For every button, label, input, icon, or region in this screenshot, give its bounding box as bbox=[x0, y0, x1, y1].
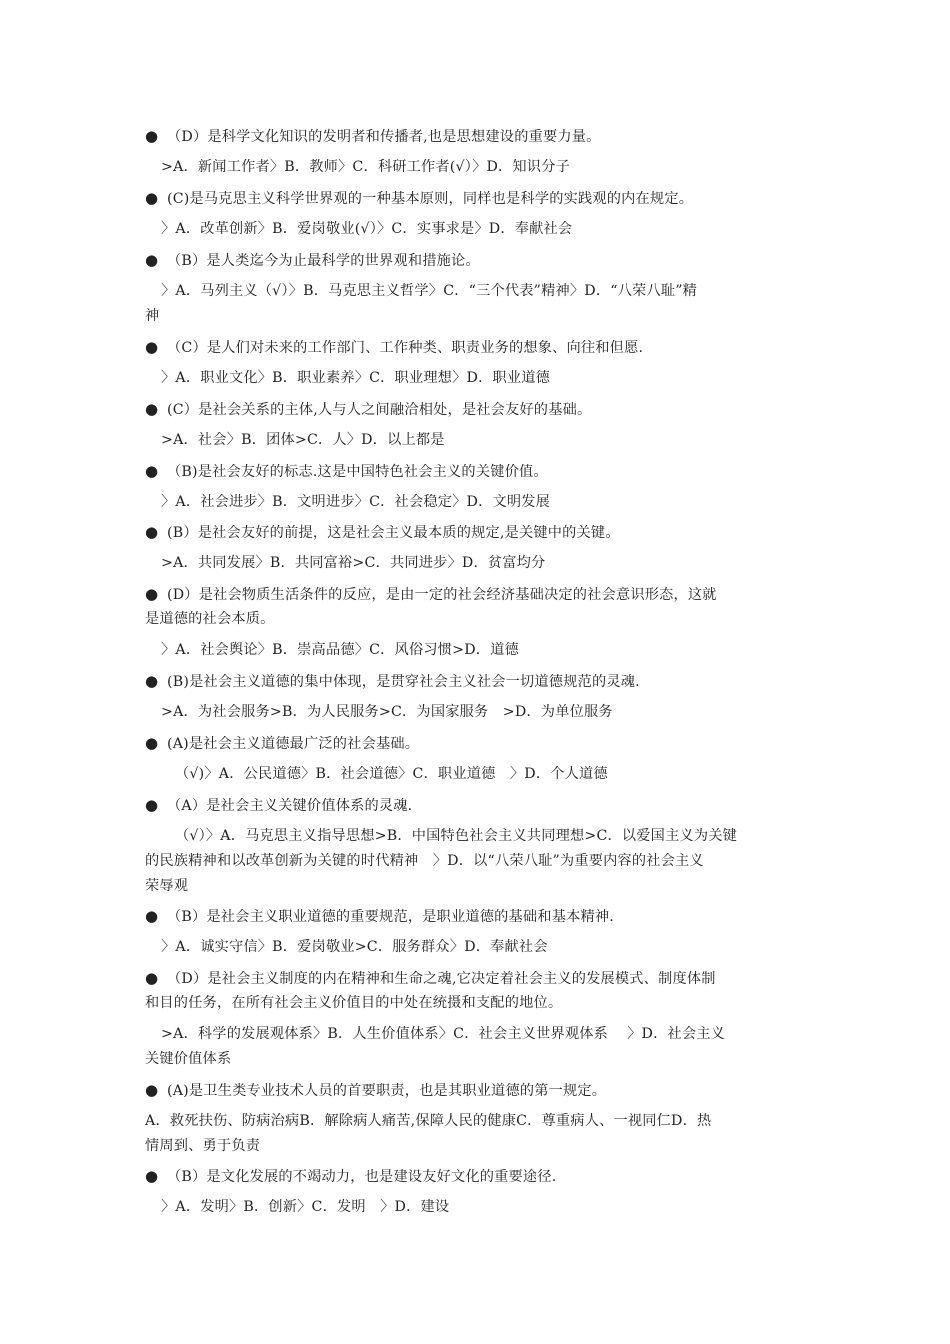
question-line bbox=[145, 1166, 556, 1187]
question-line bbox=[145, 733, 419, 754]
question-text: （D）是科学文化知识的发明者和传播者,也是思想建设的重要力量。 bbox=[167, 129, 601, 145]
option-line bbox=[145, 1049, 231, 1069]
option-text: 〉A．马列主义（√）〉B．马克思主义哲学〉C．“三个代表”精神〉D．“八荣八耻”精 bbox=[161, 283, 698, 299]
question-line bbox=[145, 399, 591, 420]
question-text: (C）是社会关系的主体,人与人之间融洽相处，是社会友好的基础。 bbox=[167, 402, 592, 418]
option-text: 〉A．改革创新〉B．爱岗敬业(√）〉C．实事求是〉D．奉献社会 bbox=[161, 221, 573, 237]
option-line bbox=[161, 219, 572, 239]
option-text: A．救死扶伤、防病治病B．解除病人痛苦,保障人民的健康C．尊重病人、一视同仁D．热 bbox=[145, 1113, 712, 1129]
bullet-icon: ● bbox=[145, 127, 159, 145]
option-text: >A．科学的发展观体系〉B．人生价值体系〉C．社会主义世界观体系 〉D．社会主义 bbox=[161, 1026, 726, 1042]
option-line bbox=[161, 1197, 449, 1217]
question-line bbox=[145, 522, 620, 543]
question-line bbox=[145, 188, 693, 209]
bullet-icon: ● bbox=[145, 338, 159, 356]
question-line bbox=[145, 461, 548, 482]
option-text: 关键价值体系 bbox=[145, 1051, 232, 1067]
question-text: （B）是社会主义职业道德的重要规范，是职业道德的基础和基本精神. bbox=[167, 909, 614, 925]
option-text: 〉A．职业文化〉B．职业素养〉C．职业理想〉D．职业道德 bbox=[161, 370, 551, 386]
bullet-icon: ● bbox=[145, 585, 159, 603]
option-line bbox=[161, 430, 445, 450]
option-line bbox=[145, 993, 562, 1013]
option-line bbox=[145, 609, 275, 629]
option-line bbox=[161, 368, 550, 388]
option-text: >A．新闻工作者〉B．教师〉C．科研工作者(√）〉D．知识分子 bbox=[161, 159, 570, 175]
bullet-icon: ● bbox=[145, 462, 159, 480]
option-line bbox=[175, 764, 608, 784]
bullet-icon: ● bbox=[145, 189, 159, 207]
option-line bbox=[145, 851, 704, 871]
option-text: 的民族精神和以改革创新为关键的时代精神 〉D．以“八荣八耻”为重要内容的社会主义 bbox=[145, 853, 704, 869]
question-line bbox=[145, 584, 717, 605]
question-text: （C）是人们对未来的工作部门、工作种类、职责业务的想象、向往和但愿. bbox=[167, 340, 644, 356]
question-text: (B）是社会友好的前提，这是社会主义最本质的规定,是关键中的关键。 bbox=[167, 525, 620, 541]
option-text: 是道德的社会本质。 bbox=[145, 611, 275, 627]
question-text: (C)是马克思主义科学世界观的一种基本原则，同样也是科学的实践观的内在规定。 bbox=[167, 191, 694, 207]
option-text: >A．共同发展〉B．共同富裕>C．共同进步〉D．贫富均分 bbox=[161, 555, 546, 571]
option-text: 荣辱观 bbox=[145, 878, 189, 894]
option-line bbox=[161, 281, 697, 301]
option-line bbox=[161, 492, 550, 512]
option-text: （√）〉A．马克思主义指导思想>B．中国特色社会主义共同理想>C．以爱国主义为关键 bbox=[175, 828, 738, 844]
bullet-icon: ● bbox=[145, 969, 159, 987]
option-line bbox=[161, 702, 613, 722]
question-text: （B）是文化发展的不竭动力，也是建设友好文化的重要途径. bbox=[167, 1169, 557, 1185]
bullet-icon: ● bbox=[145, 400, 159, 418]
option-line bbox=[161, 1024, 725, 1044]
question-text: (D）是社会物质生活条件的反应，是由一定的社会经济基础决定的社会意识形态，这就 bbox=[167, 587, 717, 603]
option-line bbox=[161, 937, 548, 957]
question-line bbox=[145, 968, 716, 989]
bullet-icon: ● bbox=[145, 1081, 159, 1099]
option-line bbox=[161, 640, 519, 660]
option-text: 〉A．发明〉B．创新〉C．发明 〉D．建设 bbox=[161, 1199, 450, 1215]
bullet-icon: ● bbox=[145, 796, 159, 814]
bullet-icon: ● bbox=[145, 907, 159, 925]
option-text: 〉A．社会舆论〉B．崇高品德〉C．风俗习惯>D．道德 bbox=[161, 642, 519, 658]
question-text: (A)是卫生类专业技术人员的首要职责，也是其职业道德的第一规定。 bbox=[167, 1083, 607, 1099]
option-text: 神 bbox=[145, 308, 160, 324]
option-line bbox=[175, 826, 737, 846]
option-text: 和目的任务，在所有社会主义价值目的中处在统摄和支配的地位。 bbox=[145, 995, 563, 1011]
question-line bbox=[145, 250, 480, 271]
question-text: （D）是社会主义制度的内在精神和生命之魂,它决定着社会主义的发展模式、制度体制 bbox=[167, 971, 716, 987]
question-line bbox=[145, 1080, 606, 1101]
question-line bbox=[145, 795, 412, 816]
bullet-icon: ● bbox=[145, 251, 159, 269]
option-text: 情周到、勇于负责 bbox=[145, 1138, 261, 1154]
question-text: (B)是社会主义道德的集中体现，是贯穿社会主义社会一切道德规范的灵魂. bbox=[167, 674, 640, 690]
bullet-icon: ● bbox=[145, 523, 159, 541]
option-text: >A．为社会服务>B．为人民服务>C．为国家服务 >D．为单位服务 bbox=[161, 704, 613, 720]
bullet-icon: ● bbox=[145, 672, 159, 690]
question-text: （B）是人类迄今为止最科学的世界观和措施论。 bbox=[167, 253, 480, 269]
question-text: （A）是社会主义关键价值体系的灵魂. bbox=[167, 798, 413, 814]
option-text: 〉A．诚实守信〉B．爱岗敬业>C．服务群众〉D．奉献社会 bbox=[161, 939, 548, 955]
question-text: （B)是社会友好的标志.这是中国特色社会主义的关键价值。 bbox=[167, 464, 548, 480]
option-line bbox=[161, 157, 570, 177]
option-line bbox=[145, 1111, 711, 1131]
option-line bbox=[145, 876, 188, 896]
option-line bbox=[145, 306, 159, 326]
question-line bbox=[145, 126, 601, 147]
option-text: （√)〉A．公民道德〉B．社会道德〉C．职业道德 〉D．个人道德 bbox=[175, 766, 608, 782]
bullet-icon: ● bbox=[145, 734, 159, 752]
question-line bbox=[145, 671, 640, 692]
option-text: >A．社会〉B．团体>C．人〉D．以上都是 bbox=[161, 432, 445, 448]
option-line bbox=[161, 553, 545, 573]
bullet-icon: ● bbox=[145, 1167, 159, 1185]
question-line bbox=[145, 906, 614, 927]
option-text: 〉A．社会进步〉B．文明进步〉C．社会稳定〉D．文明发展 bbox=[161, 494, 551, 510]
question-line bbox=[145, 337, 643, 358]
question-text: (A)是社会主义道德最广泛的社会基础。 bbox=[167, 736, 420, 752]
option-line bbox=[145, 1136, 260, 1156]
